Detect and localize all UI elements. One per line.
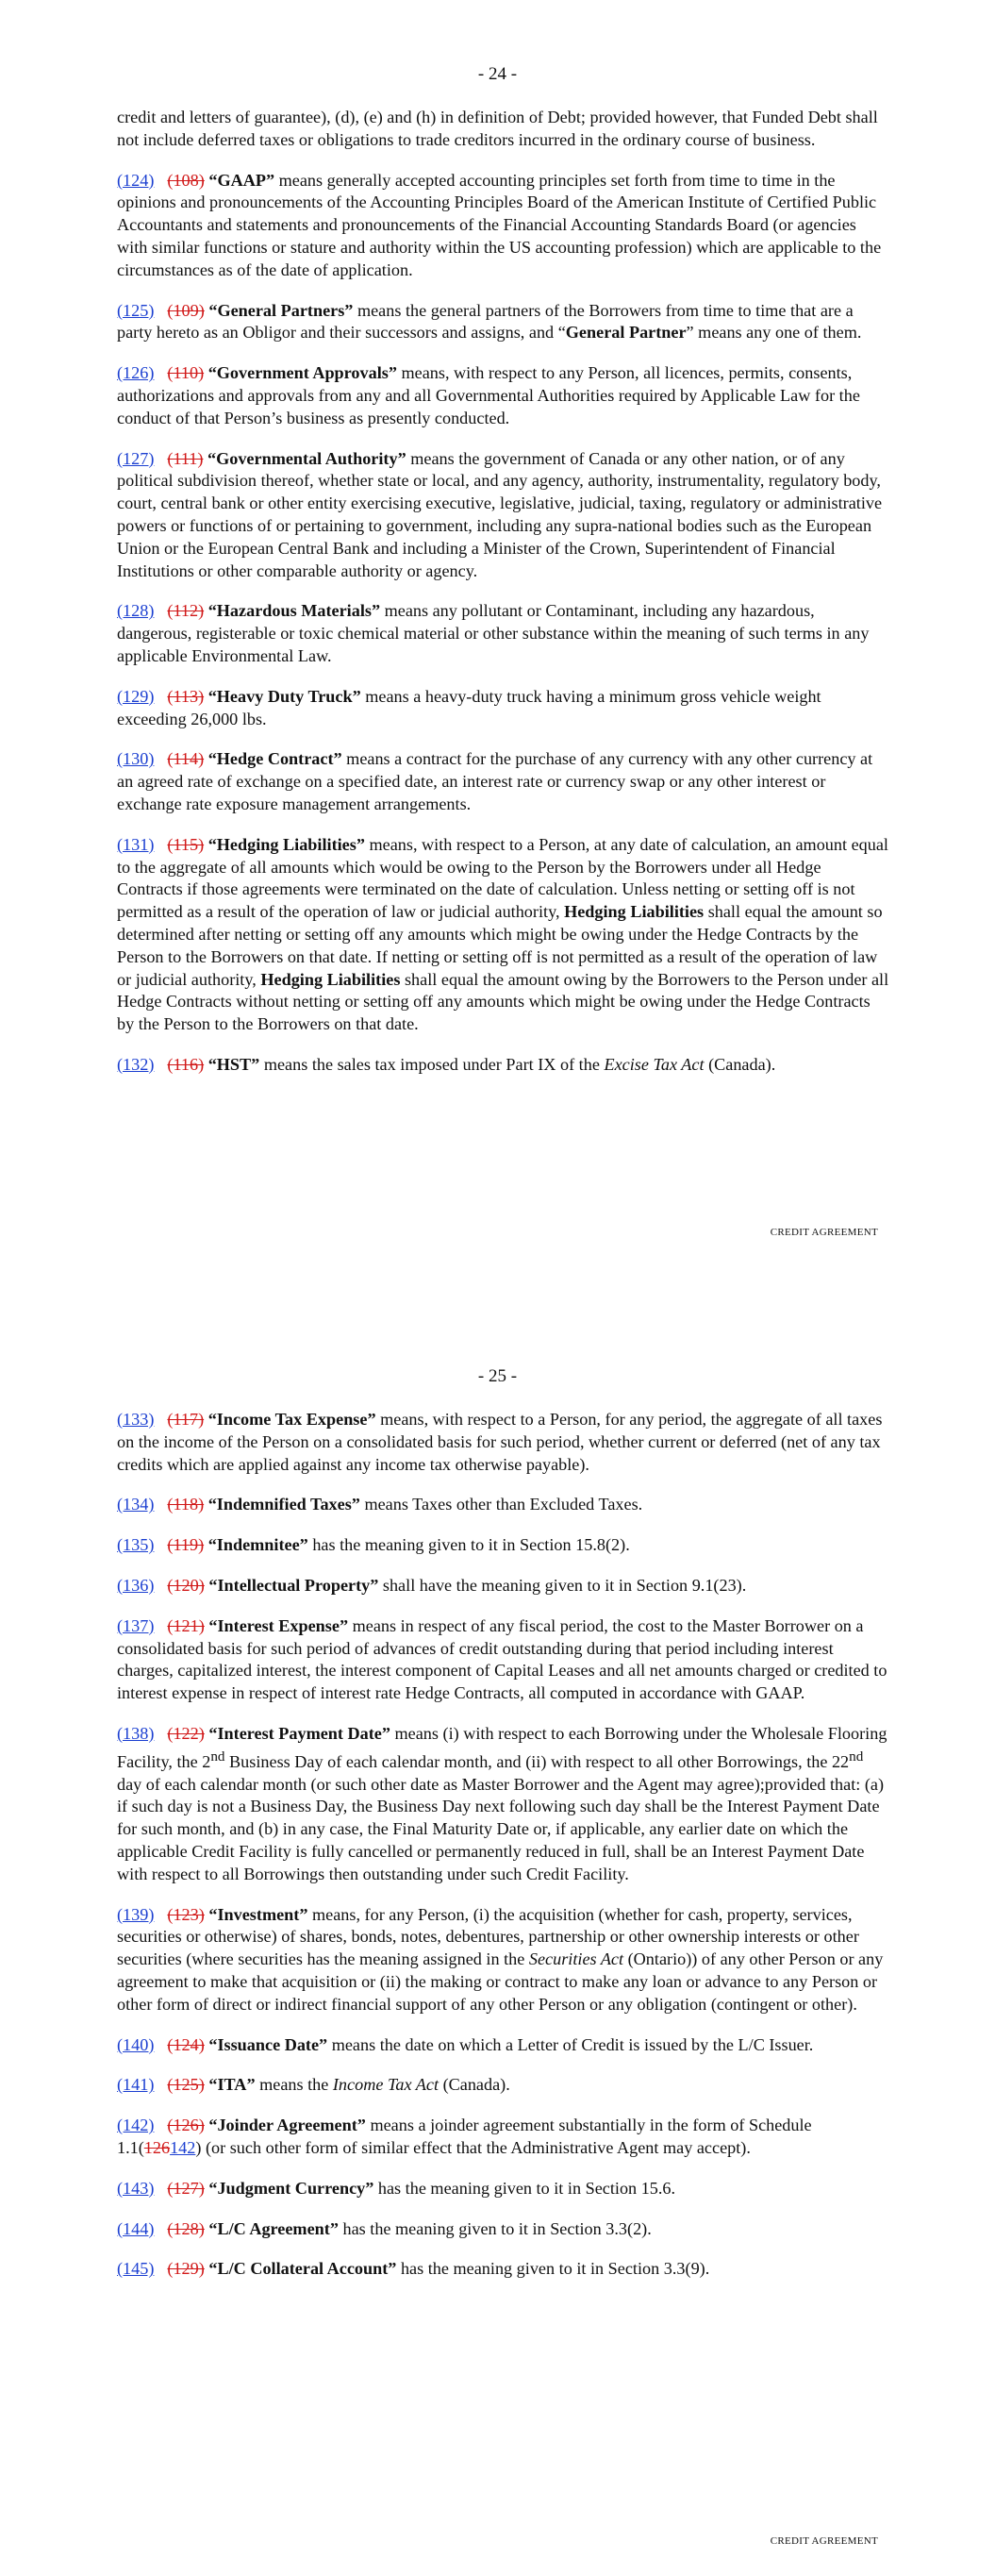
definition-text: means any pollutant or Contaminant, including any hazardous, dangerous, registerable or toxic chemical material or other substance within the meaning of such terms in any applicable Environmental Law. — [117, 601, 870, 665]
defined-term: “Hedging Liabilities” — [207, 834, 365, 854]
deleted-number: (109) — [167, 300, 205, 320]
new-number[interactable]: (128) — [117, 601, 155, 621]
definition-text: means (i) with respect to each Borrowing under the Wholesale Flooring Facility, the 2 — [117, 1723, 887, 1771]
definition-text: day of each calendar month (or such other date as Master Borrower and the Agent may agree);provided that: (a) if such day is not a Business Day, the Business Day next following such day shall be the Interest Payment Date for such month, and (b) in any case, the Final Maturity Date or, if applicable, any earlier date on which the applicable Credit Facility is fully cancelled or permanently reduced in full, shall be an Interest Payment Date with respect to all Borrowings then outstanding under such Credit Facility. — [117, 1774, 885, 1883]
definition-text: means the date on which a Letter of Credit is issued by the L/C Issuer. — [327, 2034, 814, 2054]
definition-intellectual-property — [117, 1575, 890, 1597]
continued-paragraph: credit and letters of guarantee), (d), (e) and (h) in definition of Debt; provided however, that Funded Debt shall not include deferred taxes or obligations to trade creditors incurred in the ordinary course of business. — [117, 108, 878, 149]
definition-text: means generally accepted accounting principles set forth from time to time in the opinions and pronouncements of the Accounting Principles Board of the American Institute of Certified Public Accountants and statements and pronouncements of the Financial Accounting Standards Board (or agencies with similar functions or stature and authority within the US accounting profession) which are applicable to the circumstances as of the date of application. — [117, 170, 882, 279]
defined-term: “Hazardous Materials” — [207, 601, 381, 621]
page-24 — [0, 0, 995, 1255]
defined-term: “HST” — [207, 1054, 260, 1074]
definition-text: means the government of Canada or any other nation, or of any political subdivision thereof, whether state or local, and any agency, authority, instrumentality, regulatory body, court, central bank or other entity exercising executive, legislative, judicial, taxing, regulatory or administrative powers or functions of or pertaining to government, including any supra-national bodies such as the European Union or the European Central Bank and including a Minister of the Crown, Superintendent of Financial Institutions or other comparable authority or agency. — [117, 448, 883, 580]
new-number[interactable]: (142) — [117, 2116, 155, 2135]
definition-gaap — [117, 170, 890, 282]
statute-name: Excise Tax Act — [604, 1054, 705, 1074]
new-number[interactable]: (137) — [117, 1615, 155, 1635]
defined-term: “GAAP” — [208, 170, 275, 190]
definition-joinder-agreement — [117, 2115, 890, 2160]
definition-text: means the — [255, 2075, 333, 2095]
definition-text: (Canada). — [439, 2075, 510, 2095]
new-number[interactable]: (141) — [117, 2075, 155, 2095]
page-content — [117, 1409, 890, 2299]
new-number[interactable]: (133) — [117, 1410, 155, 1429]
defined-term: “Investment” — [208, 1904, 308, 1924]
new-number[interactable]: (124) — [117, 170, 155, 190]
deleted-number: (115) — [167, 834, 205, 854]
page-separator — [0, 1255, 995, 1302]
definition-text: means, with respect to a Person, at any date of calculation, an amount equal to the aggregate of all amounts which would be owing to the Person by the Borrowers under all Hedge Contracts if those agreements were terminated on the date of calculation. Unless netting or setting off is not permitted as a result of the operation of law or judicial authority, — [117, 834, 888, 922]
definition-investment — [117, 1904, 890, 2016]
new-number[interactable]: (135) — [117, 1535, 155, 1555]
definition-governmental-authority — [117, 448, 890, 583]
defined-term: “Indemnitee” — [207, 1535, 308, 1555]
definition-text: has the meaning given to it in Section 15.8(2). — [307, 1535, 630, 1555]
definition-text: means the sales tax imposed under Part IX of the — [259, 1054, 605, 1074]
statute-name: Securities Act — [528, 1949, 624, 1969]
defined-term: “Joinder Agreement” — [208, 2116, 366, 2135]
definition-interest-expense — [117, 1615, 890, 1705]
defined-term: Hedging Liabilities — [260, 969, 401, 989]
defined-term: Hedging Liabilities — [564, 902, 705, 922]
deleted-number: (121) — [167, 1615, 205, 1635]
new-number[interactable]: (140) — [117, 2034, 155, 2054]
definition-text: Business Day of each calendar month, and (ii) with respect to all other Borrowings, the 22 — [224, 1751, 850, 1771]
definition-text: means a joinder agreement substantially in the form of Schedule 1.1( — [117, 2116, 812, 2157]
page-number: - 25 - — [477, 1366, 518, 1386]
defined-term: “Issuance Date” — [208, 2034, 328, 2054]
defined-term: “Hedge Contract” — [207, 749, 342, 769]
new-number[interactable]: (126) — [117, 363, 155, 383]
deleted-number: (120) — [167, 1575, 205, 1595]
deleted-number: (114) — [167, 749, 205, 769]
page-content — [117, 107, 890, 1095]
definition-interest-payment-date — [117, 1723, 890, 1886]
definition-hedge-contract — [117, 748, 890, 815]
defined-term: “L/C Collateral Account” — [208, 2259, 397, 2279]
definition-text: means a contract for the purchase of any currency with any other currency at an agreed rate of exchange on a specified date, an interest rate or currency swap or any other interest or exchange rate exposure management arrangements. — [117, 749, 873, 813]
definition-text: means in respect of any fiscal period, the cost to the Master Borrower on a consolidated basis for such period of advances of credit outstanding during that period including interest charges, capitalized interest, the interest component of Capital Leases and all net amounts charged or credited to interest expense in respect of interest rate Hedge Contracts, all computed in accordance with GAAP. — [117, 1615, 887, 1703]
page-number: - 24 - — [477, 64, 518, 84]
defined-term: General Partner — [565, 323, 687, 343]
definition-text: has the meaning given to it in Section 3.3(2). — [338, 2218, 652, 2238]
deleted-number: (126) — [167, 2116, 205, 2135]
definition-text: means, for any Person, (i) the acquisition (whether for cash, property, services, securities or otherwise) of shares, bonds, notes, debentures, partnership or other ownership interests or other securities (where securities has the meaning assigned in the — [117, 1904, 859, 1969]
definition-issuance-date — [117, 2034, 890, 2057]
definition-income-tax-expense — [117, 1409, 890, 1476]
new-number[interactable]: (143) — [117, 2178, 155, 2198]
new-number[interactable]: (136) — [117, 1575, 155, 1595]
definition-text: means Taxes other than Excluded Taxes. — [359, 1495, 643, 1514]
defined-term: “Heavy Duty Truck” — [207, 686, 361, 706]
definition-text: shall equal the amount so determined after netting or setting off any amounts which might be owing under the Hedge Contracts by the Person to the Borrowers on that date. If netting or setting off is not permitted as a result of the operation of law or judicial authority, — [117, 902, 883, 989]
deleted-number: (116) — [167, 1054, 205, 1074]
definition-government-approvals — [117, 362, 890, 429]
new-number[interactable]: (139) — [117, 1904, 155, 1924]
deleted-reference: 126 — [143, 2137, 171, 2157]
deleted-number: (124) — [167, 2034, 205, 2054]
definition-text: (Ontario)) of any other Person or any agreement to make that acquisition or (ii) the making or contract to make any loan or advance to any Person or other form of direct or indirect financial support of any other Person or any obligation (contingent or other). — [117, 1949, 884, 2014]
definition-indemnified-taxes — [117, 1494, 890, 1516]
deleted-number: (123) — [167, 1904, 205, 1924]
definition-text: has the meaning given to it in Section 15.6. — [373, 2178, 676, 2198]
deleted-number: (111) — [167, 448, 204, 468]
deleted-number: (118) — [167, 1495, 205, 1514]
ordinal-suffix: nd — [849, 1748, 864, 1765]
new-number[interactable]: (129) — [117, 686, 155, 706]
defined-term: “L/C Agreement” — [208, 2218, 339, 2238]
definition-indemnitee — [117, 1534, 890, 1557]
definition-text: means a heavy-duty truck having a minimum gross vehicle weight exceeding 26,000 lbs. — [117, 686, 821, 728]
deleted-number: (129) — [167, 2259, 205, 2279]
definition-text: ) (or such other form of similar effect that the Administrative Agent may accept). — [195, 2137, 751, 2157]
deleted-number: (108) — [167, 170, 205, 190]
definition-text: means, with respect to a Person, for any period, the aggregate of all taxes on the income of the Person on a consolidated basis for such period, whether current or deferred (net of any tax credits which are applied against any income tax otherwise payable). — [117, 1410, 883, 1474]
definition-lc-collateral-account — [117, 2258, 890, 2281]
deleted-number: (122) — [167, 1723, 205, 1743]
defined-term: “Government Approvals” — [207, 363, 397, 383]
new-number[interactable]: (127) — [117, 448, 155, 468]
deleted-number: (112) — [167, 601, 205, 621]
definition-judgment-currency — [117, 2178, 890, 2200]
defined-term: “Interest Expense” — [208, 1615, 349, 1635]
definition-text: means, with respect to any Person, all licences, permits, consents, authorizations and approvals from any and all Governmental Authorities required by Applicable Law for the conduct of that Person’s business as presently conducted. — [117, 363, 860, 427]
definition-hazardous-materials — [117, 600, 890, 667]
deleted-number: (125) — [167, 2075, 205, 2095]
defined-term: “Judgment Currency” — [208, 2178, 374, 2198]
definition-text: shall equal the amount owing by the Borrowers to the Person under all Hedge Contracts without netting or setting off any amounts which might be owing under the Hedge Contracts by the Person to the Borrowers on that date. — [117, 969, 889, 1034]
definition-text: means the general partners of the Borrowers from time to time that are a party hereto as an Obligor and their successors and assigns, and “ — [117, 300, 854, 343]
new-number[interactable]: (131) — [117, 834, 155, 854]
new-number[interactable]: (134) — [117, 1495, 155, 1514]
definition-text: ” means any one of them. — [686, 323, 862, 343]
deleted-number: (119) — [167, 1535, 205, 1555]
defined-term: “Indemnified Taxes” — [207, 1495, 360, 1514]
deleted-number: (127) — [167, 2178, 205, 2198]
defined-term: “Intellectual Property” — [208, 1575, 379, 1595]
statute-name: Income Tax Act — [332, 2075, 439, 2095]
definition-text: shall have the meaning given to it in Section 9.1(23). — [378, 1575, 747, 1595]
definition-hedging-liabilities — [117, 834, 890, 1036]
defined-term: “Income Tax Expense” — [207, 1410, 376, 1429]
defined-term: “ITA” — [208, 2075, 256, 2095]
new-reference[interactable]: 142 — [170, 2137, 196, 2157]
definition-text: (Canada). — [704, 1054, 776, 1074]
definition-hst — [117, 1054, 890, 1077]
new-number[interactable]: (144) — [117, 2218, 155, 2238]
new-number[interactable]: (132) — [117, 1054, 155, 1074]
deleted-number: (113) — [167, 686, 205, 706]
definition-text: has the meaning given to it in Section 3.3(9). — [396, 2259, 710, 2279]
new-number[interactable]: (130) — [117, 749, 155, 769]
new-number[interactable]: (138) — [117, 1723, 155, 1743]
definition-heavy-duty-truck — [117, 686, 890, 731]
defined-term: “Governmental Authority” — [207, 448, 406, 468]
defined-term: “Interest Payment Date” — [208, 1723, 390, 1743]
page-25 — [0, 1302, 995, 2576]
new-number[interactable]: (145) — [117, 2259, 155, 2279]
definition-ita — [117, 2074, 890, 2097]
new-number[interactable]: (125) — [117, 300, 155, 320]
definition-general-partners — [117, 300, 890, 345]
deleted-number: (117) — [167, 1410, 205, 1429]
defined-term: “General Partners” — [208, 300, 354, 320]
page-footer: CREDIT AGREEMENT — [770, 2535, 878, 2547]
deleted-number: (110) — [167, 363, 205, 383]
ordinal-suffix: nd — [210, 1748, 225, 1765]
deleted-number: (128) — [167, 2218, 205, 2238]
definition-lc-agreement — [117, 2218, 890, 2241]
page-footer: CREDIT AGREEMENT — [770, 1227, 878, 1238]
